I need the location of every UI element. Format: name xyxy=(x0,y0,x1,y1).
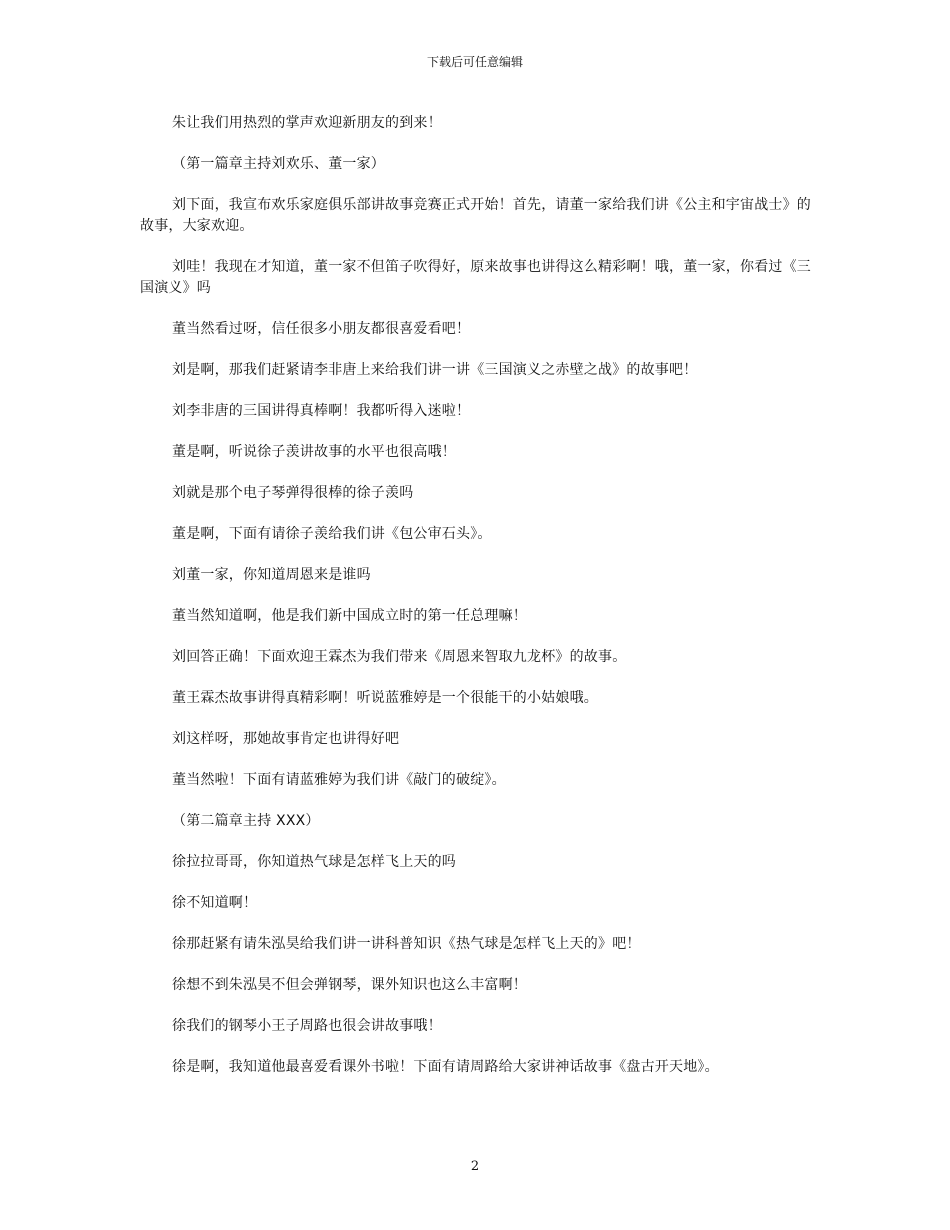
paragraph-20: 徐那赶紧有请朱泓昊给我们讲一讲科普知识《热气球是怎样飞上天的》吧！ xyxy=(172,936,641,952)
page-header: 下载后可任意编辑 xyxy=(426,55,523,69)
paragraph-3: 刘下面，我宣布欢乐家庭俱乐部讲故事竞赛正式开始！首先，请董一家给我们讲《公主和宇宙战士》的故事，大家欢迎。 xyxy=(140,197,811,234)
paragraph-4: 刘哇！我现在才知道，董一家不但笛子吹得好，原来故事也讲得这么精彩啊！哦，董一家，你看过《三国演义》吗 xyxy=(140,259,811,296)
paragraph-18: 徐拉拉哥哥，你知道热气球是怎样飞上天的吗 xyxy=(172,854,456,870)
page-number: 2 xyxy=(470,1159,480,1174)
paragraph-11: 刘董一家，你知道周恩来是谁吗 xyxy=(172,567,371,583)
paragraph-23: 徐是啊，我知道他最喜爱看课外书啦！下面有请周路给大家讲神话故事《盘古开天地》。 xyxy=(172,1059,719,1075)
paragraph-12: 董当然知道啊，他是我们新中国成立时的第一任总理嘛！ xyxy=(172,608,527,624)
paragraph-7: 刘李非唐的三国讲得真棒啊！我都听得入迷啦！ xyxy=(172,403,471,419)
paragraph-16: 董当然啦！下面有请蓝雅婷为我们讲《敲门的破绽》。 xyxy=(172,772,506,788)
paragraph-22: 徐我们的钢琴小王子周路也很会讲故事哦！ xyxy=(172,1018,442,1034)
paragraph-21: 徐想不到朱泓昊不但会弹钢琴，课外知识也这么丰富啊！ xyxy=(172,977,527,993)
paragraph-17: （第二篇章主持 XXX） xyxy=(172,813,320,829)
paragraph-10: 董是啊，下面有请徐子羡给我们讲《包公审石头》。 xyxy=(172,526,492,542)
paragraph-1: 朱让我们用热烈的掌声欢迎新朋友的到来！ xyxy=(172,115,442,131)
paragraph-9: 刘就是那个电子琴弹得很棒的徐子羡吗 xyxy=(172,485,414,501)
paragraph-5: 董当然看过呀，信任很多小朋友都很喜爱看吧！ xyxy=(172,321,471,337)
paragraph-6: 刘是啊，那我们赶紧请李非唐上来给我们讲一讲《三国演义之赤壁之战》的故事吧！ xyxy=(172,362,698,378)
paragraph-14: 董王霖杰故事讲得真精彩啊！听说蓝雅婷是一个很能干的小姑娘哦。 xyxy=(172,690,598,706)
paragraph-15: 刘这样呀，那她故事肯定也讲得好吧 xyxy=(172,731,400,747)
paragraph-13: 刘回答正确！下面欢迎王霖杰为我们带来《周恩来智取九龙杯》的故事。 xyxy=(172,649,627,665)
paragraph-19: 徐不知道啊！ xyxy=(172,895,258,911)
document-body xyxy=(140,113,820,1098)
paragraph-2: （第一篇章主持刘欢乐、董一家） xyxy=(172,156,385,172)
paragraph-8: 董是啊，听说徐子羡讲故事的水平也很高哦！ xyxy=(172,444,456,460)
